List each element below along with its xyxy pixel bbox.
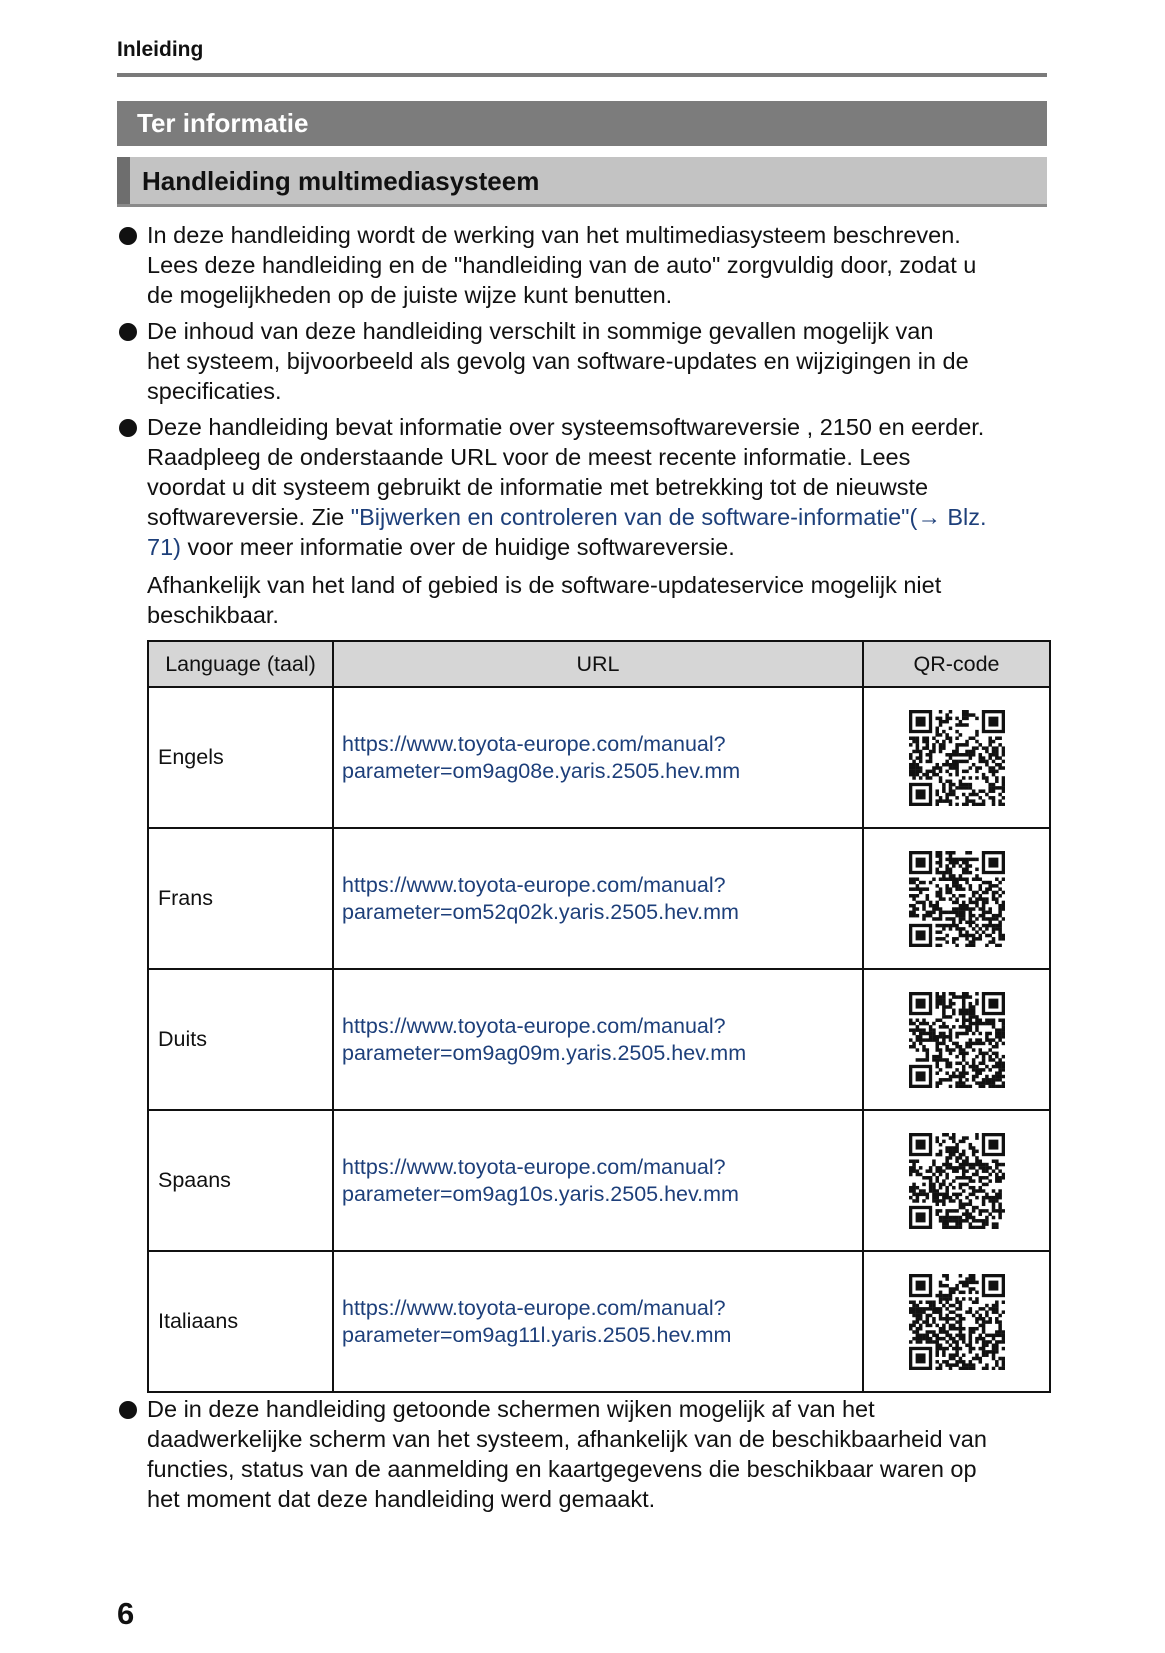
table-row [148,969,1050,1110]
column-header-language: Language (taal) [148,641,333,687]
url-cell[interactable] [333,828,863,969]
language-cell: Duits [148,969,333,1110]
qr-cell [863,1110,1050,1251]
qr-code-icon [909,851,1005,947]
url-cell[interactable] [333,687,863,828]
table-row [148,1251,1050,1392]
subsection-rule [117,204,1047,207]
text-line: beschikbaar. [147,602,279,628]
text-line: daadwerkelijke scherm van het systeem, afhankelijk van de beschikbaarheid van [147,1426,987,1452]
bullet-software-version [117,412,1052,562]
language-cell: Spaans [148,1110,333,1251]
bullet-dot-icon [119,419,137,437]
manual-url-table [147,640,1051,1393]
text-line: De in deze handleiding getoonde schermen wijken mogelijk af van het [147,1396,875,1422]
bullet-text [147,316,1052,406]
url-line[interactable]: parameter=om52q02k.yaris.2505.hev.mm [342,899,739,924]
text-line: functies, status van de aanmelding en kaartgegevens die beschikbaar waren op [147,1456,977,1482]
column-header-qr: QR-code [863,641,1050,687]
language-cell: Engels [148,687,333,828]
url-line[interactable]: https://www.toyota-europe.com/manual? [342,872,726,897]
section-title: Ter informatie [117,101,1047,146]
text-line [147,502,1052,532]
bullet-screen-differences [117,1394,1052,1514]
bullet-dot-icon [119,1401,137,1419]
qr-code-icon [909,1274,1005,1370]
text-fragment: voor meer informatie over de huidige softwareversie. [180,534,735,560]
url-line[interactable]: https://www.toyota-europe.com/manual? [342,731,726,756]
bullet-text [147,220,1052,310]
bullet-text [147,412,1052,562]
qr-cell [863,687,1050,828]
text-line: Lees deze handleiding en de "handleiding van de auto" zorgvuldig door, zodat u [147,252,977,278]
page-ref-link[interactable]: 71) [147,534,181,560]
url-cell[interactable] [333,969,863,1110]
text-line: Afhankelijk van het land of gebied is de software-updateservice mogelijk niet [147,572,942,598]
language-cell: Frans [148,828,333,969]
text-line: Raadpleeg de onderstaande URL voor de meest recente informatie. Lees [147,444,911,470]
bullet-text [147,1394,1052,1514]
url-line[interactable]: https://www.toyota-europe.com/manual? [342,1013,726,1038]
table-row [148,687,1050,828]
url-line[interactable]: https://www.toyota-europe.com/manual? [342,1295,726,1320]
url-cell[interactable] [333,1251,863,1392]
bullet-content-differences [117,316,1052,406]
text-line: specificaties. [147,378,282,404]
bullet-dot-icon [119,227,137,245]
column-header-url: URL [333,641,863,687]
qr-cell [863,969,1050,1110]
qr-code-icon [909,992,1005,1088]
text-line [147,532,1052,562]
table-header-row [148,641,1050,687]
url-line[interactable]: parameter=om9ag11l.yaris.2505.hev.mm [342,1322,732,1347]
text-line: De inhoud van deze handleiding verschilt in sommige gevallen mogelijk van [147,318,934,344]
qr-cell [863,828,1050,969]
bullet-dot-icon [119,323,137,341]
url-line[interactable]: parameter=om9ag08e.yaris.2505.hev.mm [342,758,741,783]
text-line: het moment dat deze handleiding werd gemaakt. [147,1486,656,1512]
url-line[interactable]: https://www.toyota-europe.com/manual? [342,1154,726,1179]
url-cell[interactable] [333,1110,863,1251]
text-line: voordat u dit systeem gebruikt de informatie met betrekking tot de nieuwste [147,474,929,500]
availability-note [147,570,1047,630]
page-number: 6 [117,1596,135,1631]
qr-code-icon [909,1133,1005,1229]
url-line[interactable]: parameter=om9ag09m.yaris.2505.hev.mm [342,1040,747,1065]
subsection-title: Handleiding multimediasysteem [117,157,1047,205]
software-info-link[interactable]: "Bijwerken en controleren van de software-informatie"(→ Blz. [350,504,987,530]
running-title: Inleiding [117,38,204,61]
qr-cell [863,1251,1050,1392]
language-cell: Italiaans [148,1251,333,1392]
table-row [148,828,1050,969]
text-line: Deze handleiding bevat informatie over systeemsoftwareversie , 2150 en eerder. [147,414,985,440]
url-line[interactable]: parameter=om9ag10s.yaris.2505.hev.mm [342,1181,739,1206]
text-line: de mogelijkheden op de juiste wijze kunt benutten. [147,282,673,308]
header-rule [117,73,1047,77]
bullet-manual-purpose [117,220,1052,310]
text-line: In deze handleiding wordt de werking van het multimediasysteem beschreven. [147,222,961,248]
text-fragment: softwareversie. Zie [147,504,351,530]
qr-code-icon [909,710,1005,806]
text-line: het systeem, bijvoorbeeld als gevolg van software-updates en wijzigingen in de [147,348,969,374]
table-row [148,1110,1050,1251]
